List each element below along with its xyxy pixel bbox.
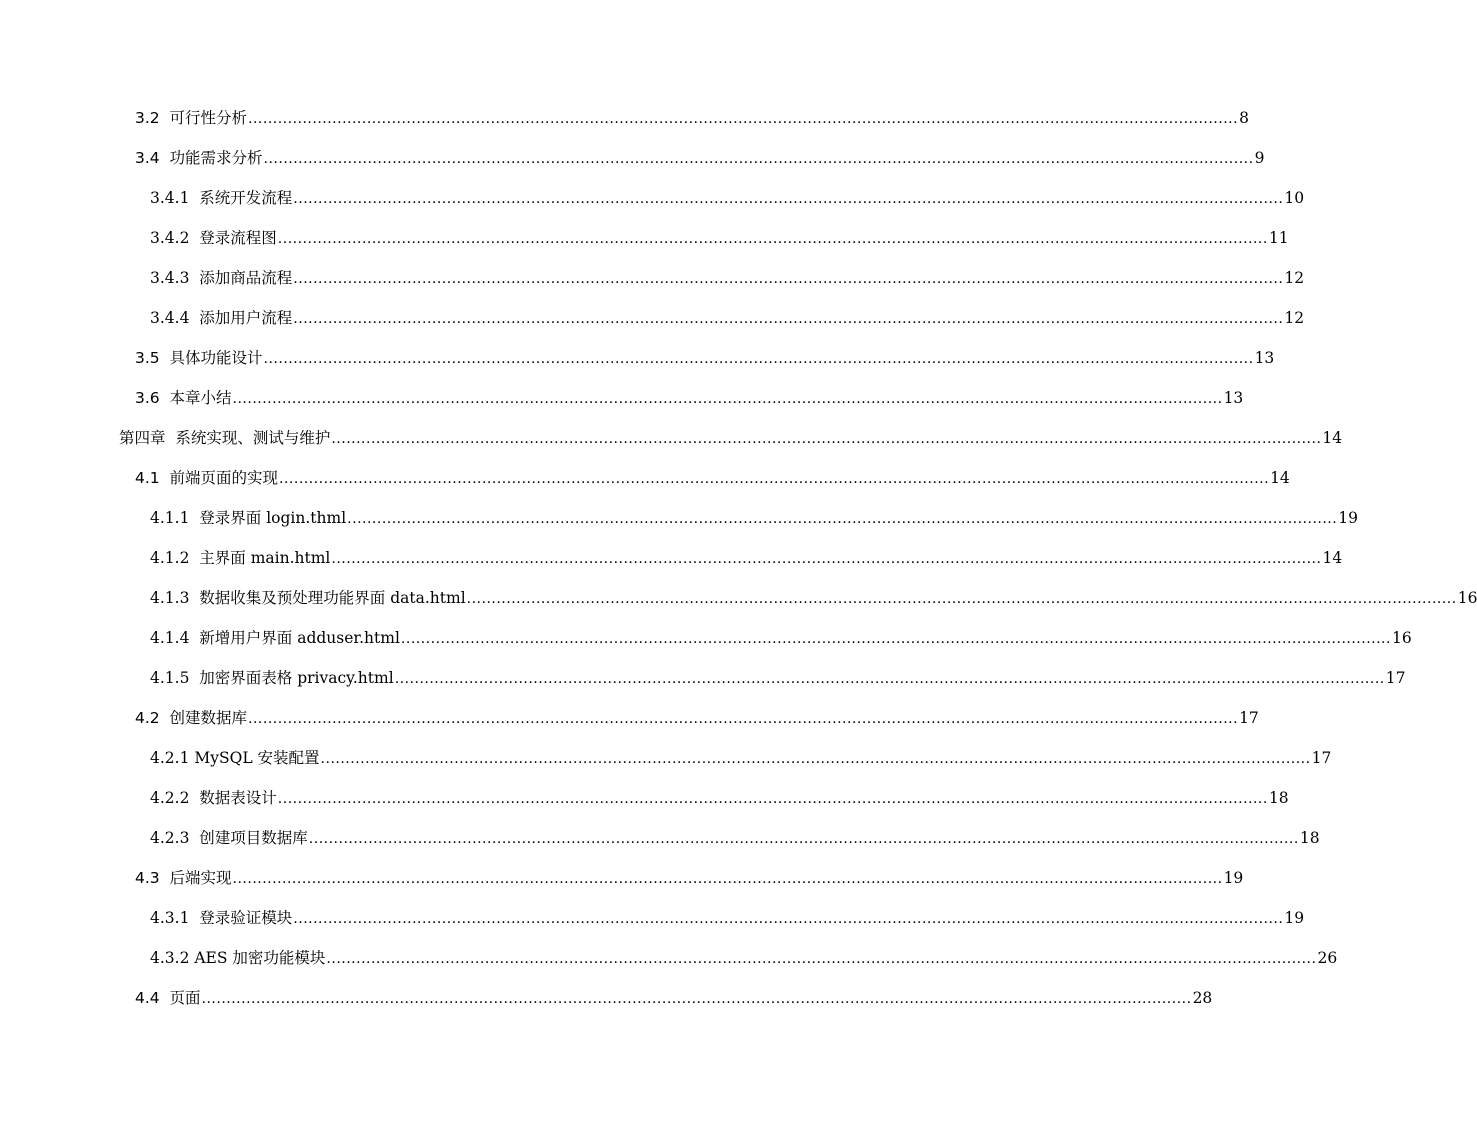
toc-page-number: 12 [1284,269,1305,287]
toc-entry[interactable] [0,497,1358,537]
toc-entry[interactable] [0,97,1249,137]
toc-entry[interactable] [0,537,1343,577]
toc-page-number: 17 [1311,749,1332,767]
toc-label: 4.2.1 MySQL 安装配置 [150,749,320,767]
toc-entry[interactable] [0,937,1338,977]
toc-page-number: 13 [1254,349,1275,367]
toc-entry[interactable] [0,817,1320,857]
toc-line [150,266,1305,288]
toc-line [150,586,1477,608]
toc-line [150,666,1406,688]
toc-page-number: 8 [1239,109,1249,127]
toc-page-number: 16 [1457,589,1477,607]
toc-page-number: 14 [1322,549,1343,567]
toc-leader-dots: ........................................................................................................................................................................................................ [279,471,1270,487]
toc-label: 4.1.4 新增用户界面 adduser.html [150,629,400,647]
toc-entry[interactable] [0,217,1289,257]
toc-line [150,906,1305,928]
toc-leader-dots: ........................................................................................................................................................................................................ [326,951,1317,967]
toc-page-number: 19 [1223,869,1244,887]
toc-line [135,386,1244,408]
toc-leader-dots: ........................................................................................................................................................................................................ [293,191,1284,207]
toc-label: 3.4 功能需求分析 [135,149,263,167]
toc-label: 4.3.2 AES 加密功能模块 [150,949,326,967]
toc-page-number: 12 [1284,309,1305,327]
toc-line [135,986,1213,1008]
toc-label: 4.4 页面 [135,989,201,1007]
toc-label: 3.6 本章小结 [135,389,232,407]
toc-label: 3.5 具体功能设计 [135,349,263,367]
toc-entry[interactable] [0,297,1305,337]
toc-leader-dots: ........................................................................................................................................................................................................ [201,991,1192,1007]
toc-line [150,186,1305,208]
toc-entry[interactable] [0,457,1290,497]
toc-line [150,306,1305,328]
toc-leader-dots: ........................................................................................................................................................................................................ [263,151,1254,167]
toc-entry[interactable] [0,617,1412,657]
toc-leader-dots: ........................................................................................................................................................................................................ [248,111,1239,127]
toc-page-number: 19 [1284,909,1305,927]
toc-page-number: 9 [1254,149,1265,167]
toc-label: 3.4.2 登录流程图 [150,229,277,247]
toc-leader-dots: ........................................................................................................................................................................................................ [263,351,1254,367]
toc-label: 4.1.1 登录界面 login.thml [150,509,347,527]
toc-page-number: 18 [1268,789,1289,807]
toc-leader-dots: ........................................................................................................................................................................................................ [293,911,1284,927]
toc-leader-dots: ........................................................................................................................................................................................................ [293,311,1284,327]
toc-label: 4.2 创建数据库 [135,709,248,727]
toc-page-number: 14 [1322,429,1343,447]
toc-entry[interactable] [0,897,1305,937]
toc-line [150,786,1289,808]
table-of-contents [0,97,1477,1017]
toc-page-number: 17 [1239,709,1259,727]
toc-label: 4.3.1 登录验证模块 [150,909,293,927]
toc-entry[interactable] [0,417,1343,457]
toc-line [150,946,1338,968]
toc-label: 4.1 前端页面的实现 [135,469,279,487]
toc-page-number: 19 [1338,509,1358,527]
toc-line [135,106,1249,128]
toc-line [135,146,1265,168]
toc-page-number: 18 [1299,829,1320,847]
toc-line [150,546,1343,568]
toc-entry[interactable] [0,137,1265,177]
toc-entry[interactable] [0,657,1406,697]
toc-leader-dots: ........................................................................................................................................................................................................ [347,511,1338,527]
toc-page-number: 17 [1385,669,1406,687]
toc-label: 第四章 系统实现、测试与维护 [119,429,331,447]
toc-entry[interactable] [0,777,1289,817]
toc-page-number: 10 [1284,189,1305,207]
toc-label: 4.2.3 创建项目数据库 [150,829,308,847]
toc-label: 3.4.4 添加用户流程 [150,309,293,327]
toc-entry[interactable] [0,697,1259,737]
toc-leader-dots: ........................................................................................................................................................................................................ [232,871,1223,887]
toc-entry[interactable] [0,337,1275,377]
toc-entry[interactable] [0,977,1213,1017]
toc-label: 4.3 后端实现 [135,869,232,887]
toc-leader-dots: ........................................................................................................................................................................................................ [466,591,1457,607]
toc-line [135,346,1275,368]
toc-line [150,626,1412,648]
toc-leader-dots: ........................................................................................................................................................................................................ [308,831,1299,847]
toc-line [150,746,1332,768]
toc-entry[interactable] [0,857,1244,897]
toc-line [135,466,1290,488]
toc-page-number: 11 [1268,229,1289,247]
toc-leader-dots: ........................................................................................................................................................................................................ [331,551,1322,567]
toc-label: 4.1.3 数据收集及预处理功能界面 data.html [150,589,466,607]
toc-line [135,866,1244,888]
toc-leader-dots: ........................................................................................................................................................................................................ [400,631,1391,647]
toc-entry[interactable] [0,177,1305,217]
toc-page-number: 14 [1270,469,1290,487]
toc-line [150,506,1358,528]
toc-leader-dots: ........................................................................................................................................................................................................ [248,711,1239,727]
toc-leader-dots: ........................................................................................................................................................................................................ [331,431,1322,447]
toc-label: 4.2.2 数据表设计 [150,789,277,807]
toc-line [150,826,1320,848]
toc-label: 3.2 可行性分析 [135,109,248,127]
toc-leader-dots: ........................................................................................................................................................................................................ [277,231,1268,247]
toc-leader-dots: ........................................................................................................................................................................................................ [232,391,1223,407]
toc-line [119,426,1343,448]
toc-page-number: 16 [1391,629,1412,647]
toc-leader-dots: ........................................................................................................................................................................................................ [293,271,1284,287]
toc-line [150,226,1289,248]
toc-page-number: 28 [1192,989,1213,1007]
toc-label: 4.1.5 加密界面表格 privacy.html [150,669,394,687]
toc-entry[interactable] [0,577,1477,617]
toc-leader-dots: ........................................................................................................................................................................................................ [394,671,1385,687]
toc-leader-dots: ........................................................................................................................................................................................................ [320,751,1311,767]
toc-label: 3.4.3 添加商品流程 [150,269,293,287]
toc-leader-dots: ........................................................................................................................................................................................................ [277,791,1268,807]
toc-line [135,706,1259,728]
toc-entry[interactable] [0,737,1332,777]
toc-entry[interactable] [0,257,1305,297]
toc-page-number: 13 [1223,389,1244,407]
toc-label: 3.4.1 系统开发流程 [150,189,293,207]
toc-label: 4.1.2 主界面 main.html [150,549,331,567]
toc-entry[interactable] [0,377,1244,417]
toc-page-number: 26 [1317,949,1338,967]
